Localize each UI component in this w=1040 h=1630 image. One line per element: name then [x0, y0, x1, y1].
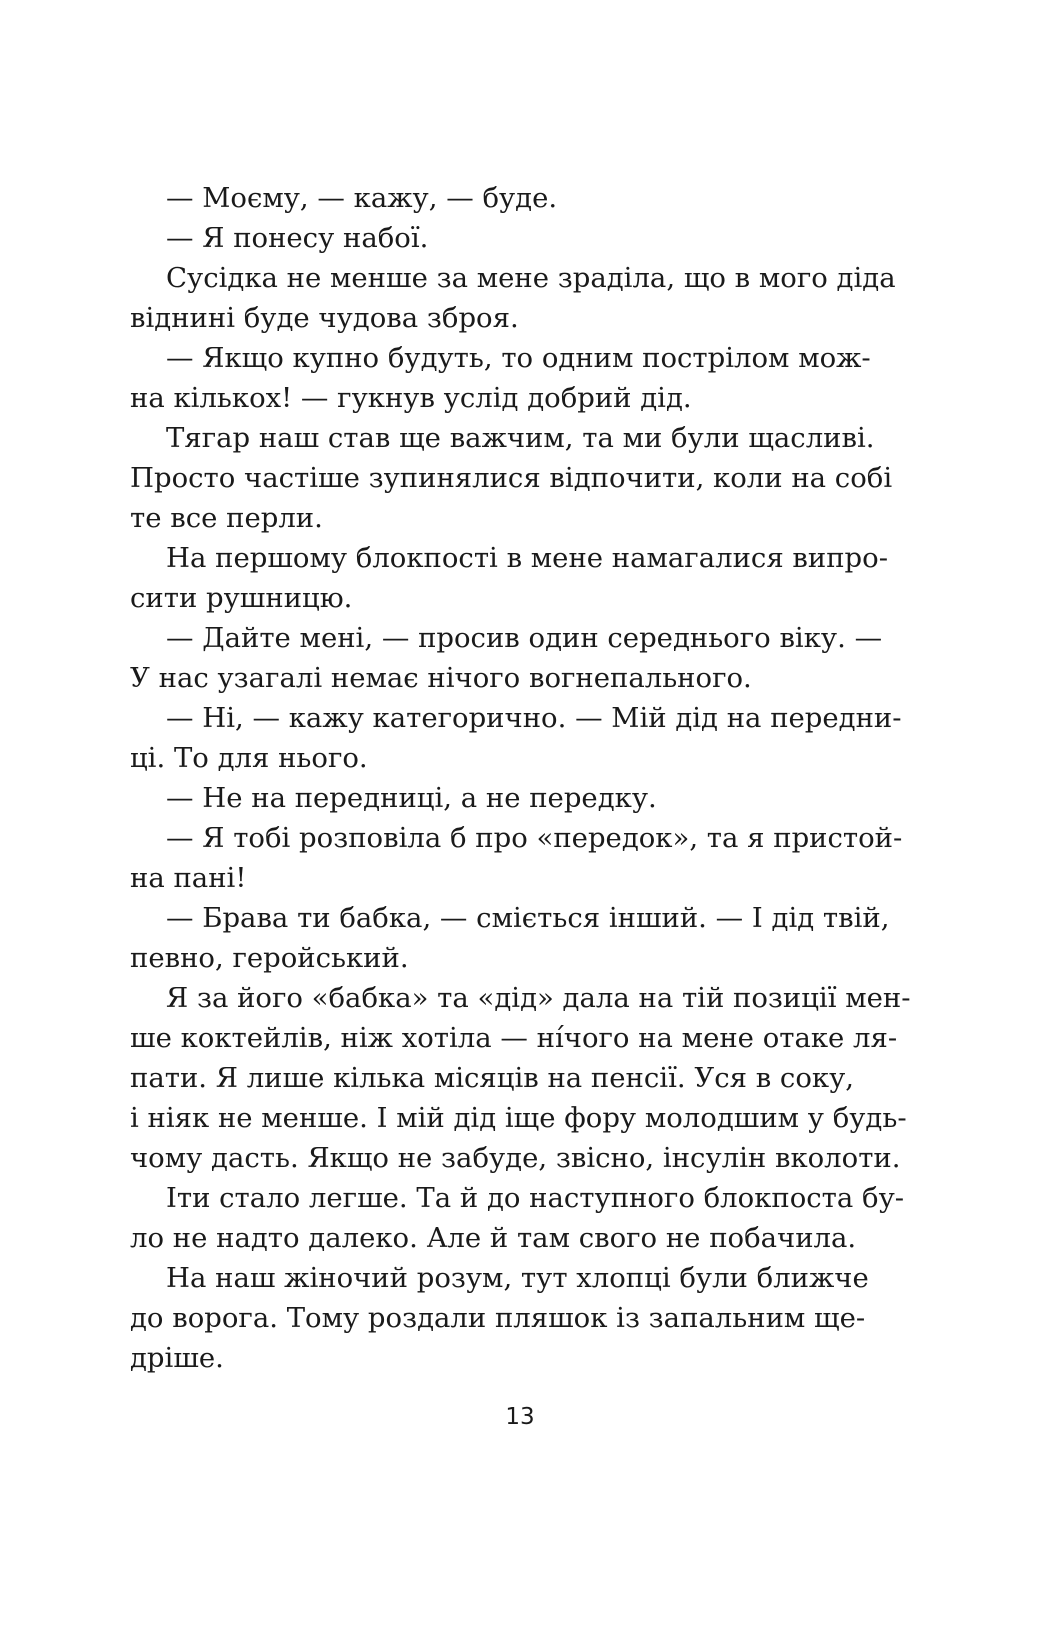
text-line: — Не на передниці, а не передку. [166, 782, 657, 814]
text-line: На наш жіночий розум, тут хлопці були ближче [166, 1262, 869, 1294]
text-line: ці. То для нього. [130, 742, 368, 774]
text-line: — Я тобі розповіла б про «передок», та я пристой- [166, 822, 903, 854]
text-line: сити рушницю. [130, 582, 353, 614]
page-number: 13 [505, 1404, 535, 1430]
text-line: до ворога. Тому роздали пляшок із запальним ще- [130, 1302, 866, 1334]
text-line: і ніяк не менше. І мій дід іще фору молодшим у будь- [130, 1102, 907, 1134]
text-line: На першому блокпості в мене намагалися випро- [166, 542, 888, 574]
text-line: ло не надто далеко. Але й там свого не побачила. [130, 1222, 857, 1254]
text-line: віднині буде чудова зброя. [130, 302, 519, 334]
text-line: на пані! [130, 862, 247, 894]
text-line: на кількох! — гукнув услід добрий дід. [130, 382, 692, 414]
text-line: Я за його «бабка» та «дід» дала на тій позиції мен- [166, 982, 911, 1014]
text-line: У нас узагалі немає нічого вогнепального. [130, 662, 752, 694]
text-line: ше коктейлів, ніж хотіла — ні́чого на мене отаке ля- [130, 1022, 898, 1054]
text-line: Просто частіше зупинялися відпочити, коли на собі [130, 462, 893, 494]
body-text [130, 178, 911, 1378]
text-line: — Якщо купно будуть, то одним пострілом мож- [166, 342, 871, 374]
text-line: Тягар наш став ще важчим, та ми були щасливі. [166, 422, 875, 454]
text-line: — Я понесу набої. [166, 222, 429, 254]
text-line: — Дайте мені, — просив один середнього віку. — [166, 622, 883, 654]
text-line: Іти стало легше. Та й до наступного блокпоста бу- [166, 1182, 905, 1214]
text-line: — Моєму, — кажу, — буде. [166, 182, 558, 214]
text-line: дріше. [130, 1342, 224, 1374]
text-line: чому дасть. Якщо не забуде, звісно, інсулін вколоти. [130, 1142, 901, 1174]
text-line: певно, геройський. [130, 942, 409, 974]
text-line: — Брава ти бабка, — сміється інший. — І дід твій, [166, 902, 890, 934]
text-line: Сусідка не менше за мене зраділа, що в мого діда [166, 262, 896, 294]
text-line: — Ні, — кажу категорично. — Мій дід на передни- [166, 702, 902, 734]
text-line: те все перли. [130, 502, 323, 534]
text-line: пати. Я лише кілька місяців на пенсії. Уся в соку, [130, 1062, 854, 1094]
